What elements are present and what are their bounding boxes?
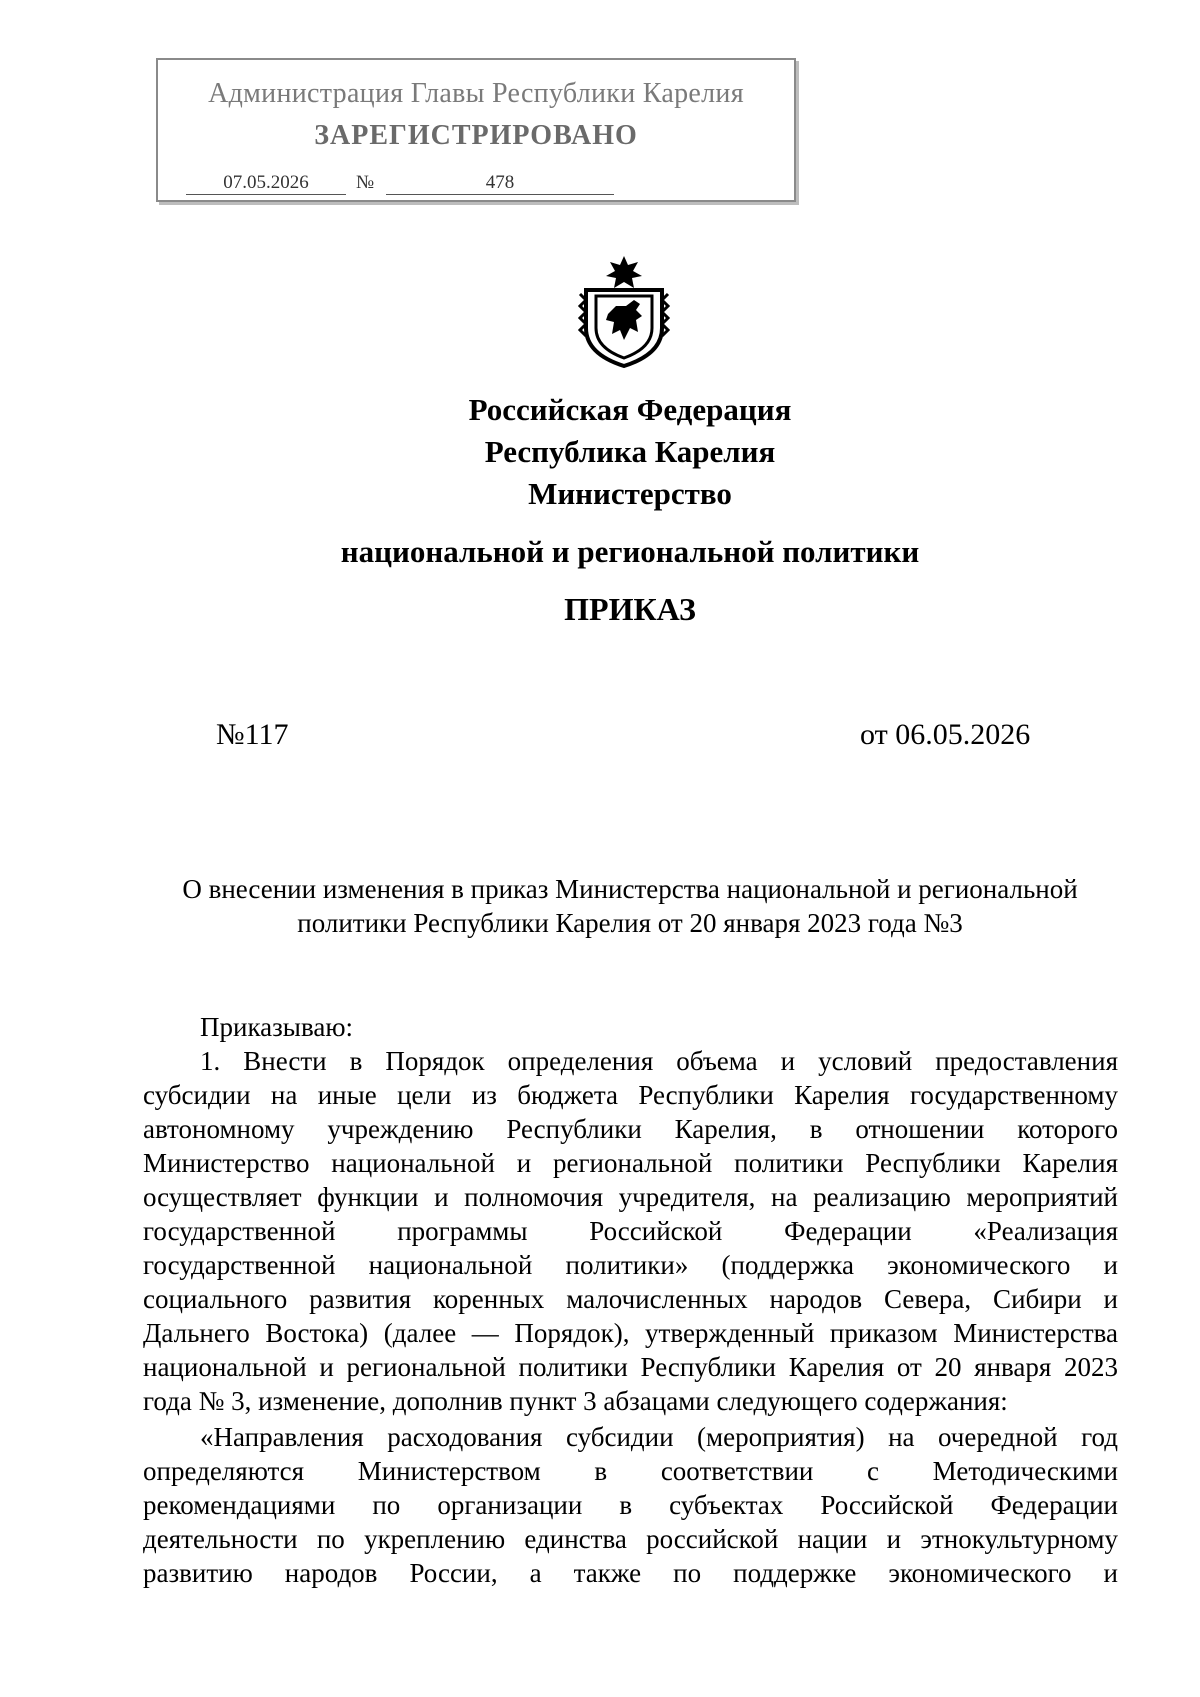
header-region: Республика Карелия [484,434,776,469]
text-line: Министерство национальной и региональной политики Республики Карелия [143,1148,1118,1178]
text-line: Дальнего Востока) (далее — Порядок), утвержденный приказом Министерства [143,1318,1118,1348]
subject-line: О внесении изменения в приказ Министерства национальной и региональной [182,874,1078,904]
registration-stamp [156,58,796,202]
stamp-date: 07.05.2026 [186,172,346,195]
text-line: определяются Министерством в соответствии с Методическими [143,1456,1118,1486]
text-line: «Направления расходования субсидии (мероприятия) на очередной год [200,1422,1118,1452]
text-line: национальной и региональной политики Республики Карелия от 20 января 2023 [143,1352,1118,1382]
order-number: №117 [216,718,289,751]
header-ministry: Министерство [528,476,732,511]
document-type: ПРИКАЗ [564,591,696,627]
stamp-number-sign: № [356,172,375,193]
karelia-coat-of-arms-icon [578,256,670,368]
header-country: Российская Федерация [468,392,792,427]
text-line: осуществляет функции и полномочия учредителя, на реализацию мероприятий [143,1182,1118,1212]
subject-line: политики Республики Карелия от 20 января 2023 года №3 [297,908,963,938]
text-line: субсидии на иные цели из бюджета Республики Карелия государственному [143,1080,1118,1110]
stamp-authority: Администрация Главы Республики Карелия [208,78,744,109]
text-line: года № 3, изменение, дополнив пункт 3 абзацами следующего содержания: [143,1386,1008,1416]
stamp-number: 478 [386,172,614,195]
order-date: от 06.05.2026 [860,718,1031,751]
text-line: государственной программы Российской Федерации «Реализация [143,1216,1118,1246]
order-lead: Приказываю: [200,1012,353,1042]
text-line: рекомендациями по организации в субъектах Российской Федерации [143,1490,1118,1520]
text-line: государственной национальной политики» (поддержка экономического и [143,1250,1118,1280]
paragraph-2 [143,1420,1118,1590]
order-subject [140,872,1120,940]
header-ministry-name: национальной и региональной политики [340,534,920,569]
text-line: деятельности по укреплению единства российской нации и этнокультурному [143,1524,1118,1554]
text-line: 1. Внести в Порядок определения объема и условий предоставления [200,1046,1118,1076]
stamp-status: ЗАРЕГИСТРИРОВАНО [314,120,638,151]
text-line: автономному учреждению Республики Карелия, в отношении которого [143,1114,1118,1144]
text-line: социального развития коренных малочисленных народов Севера, Сибири и [143,1284,1118,1314]
paragraph-1 [143,1044,1118,1418]
text-line: развитию народов России, а также по поддержке экономического и [143,1558,1118,1588]
